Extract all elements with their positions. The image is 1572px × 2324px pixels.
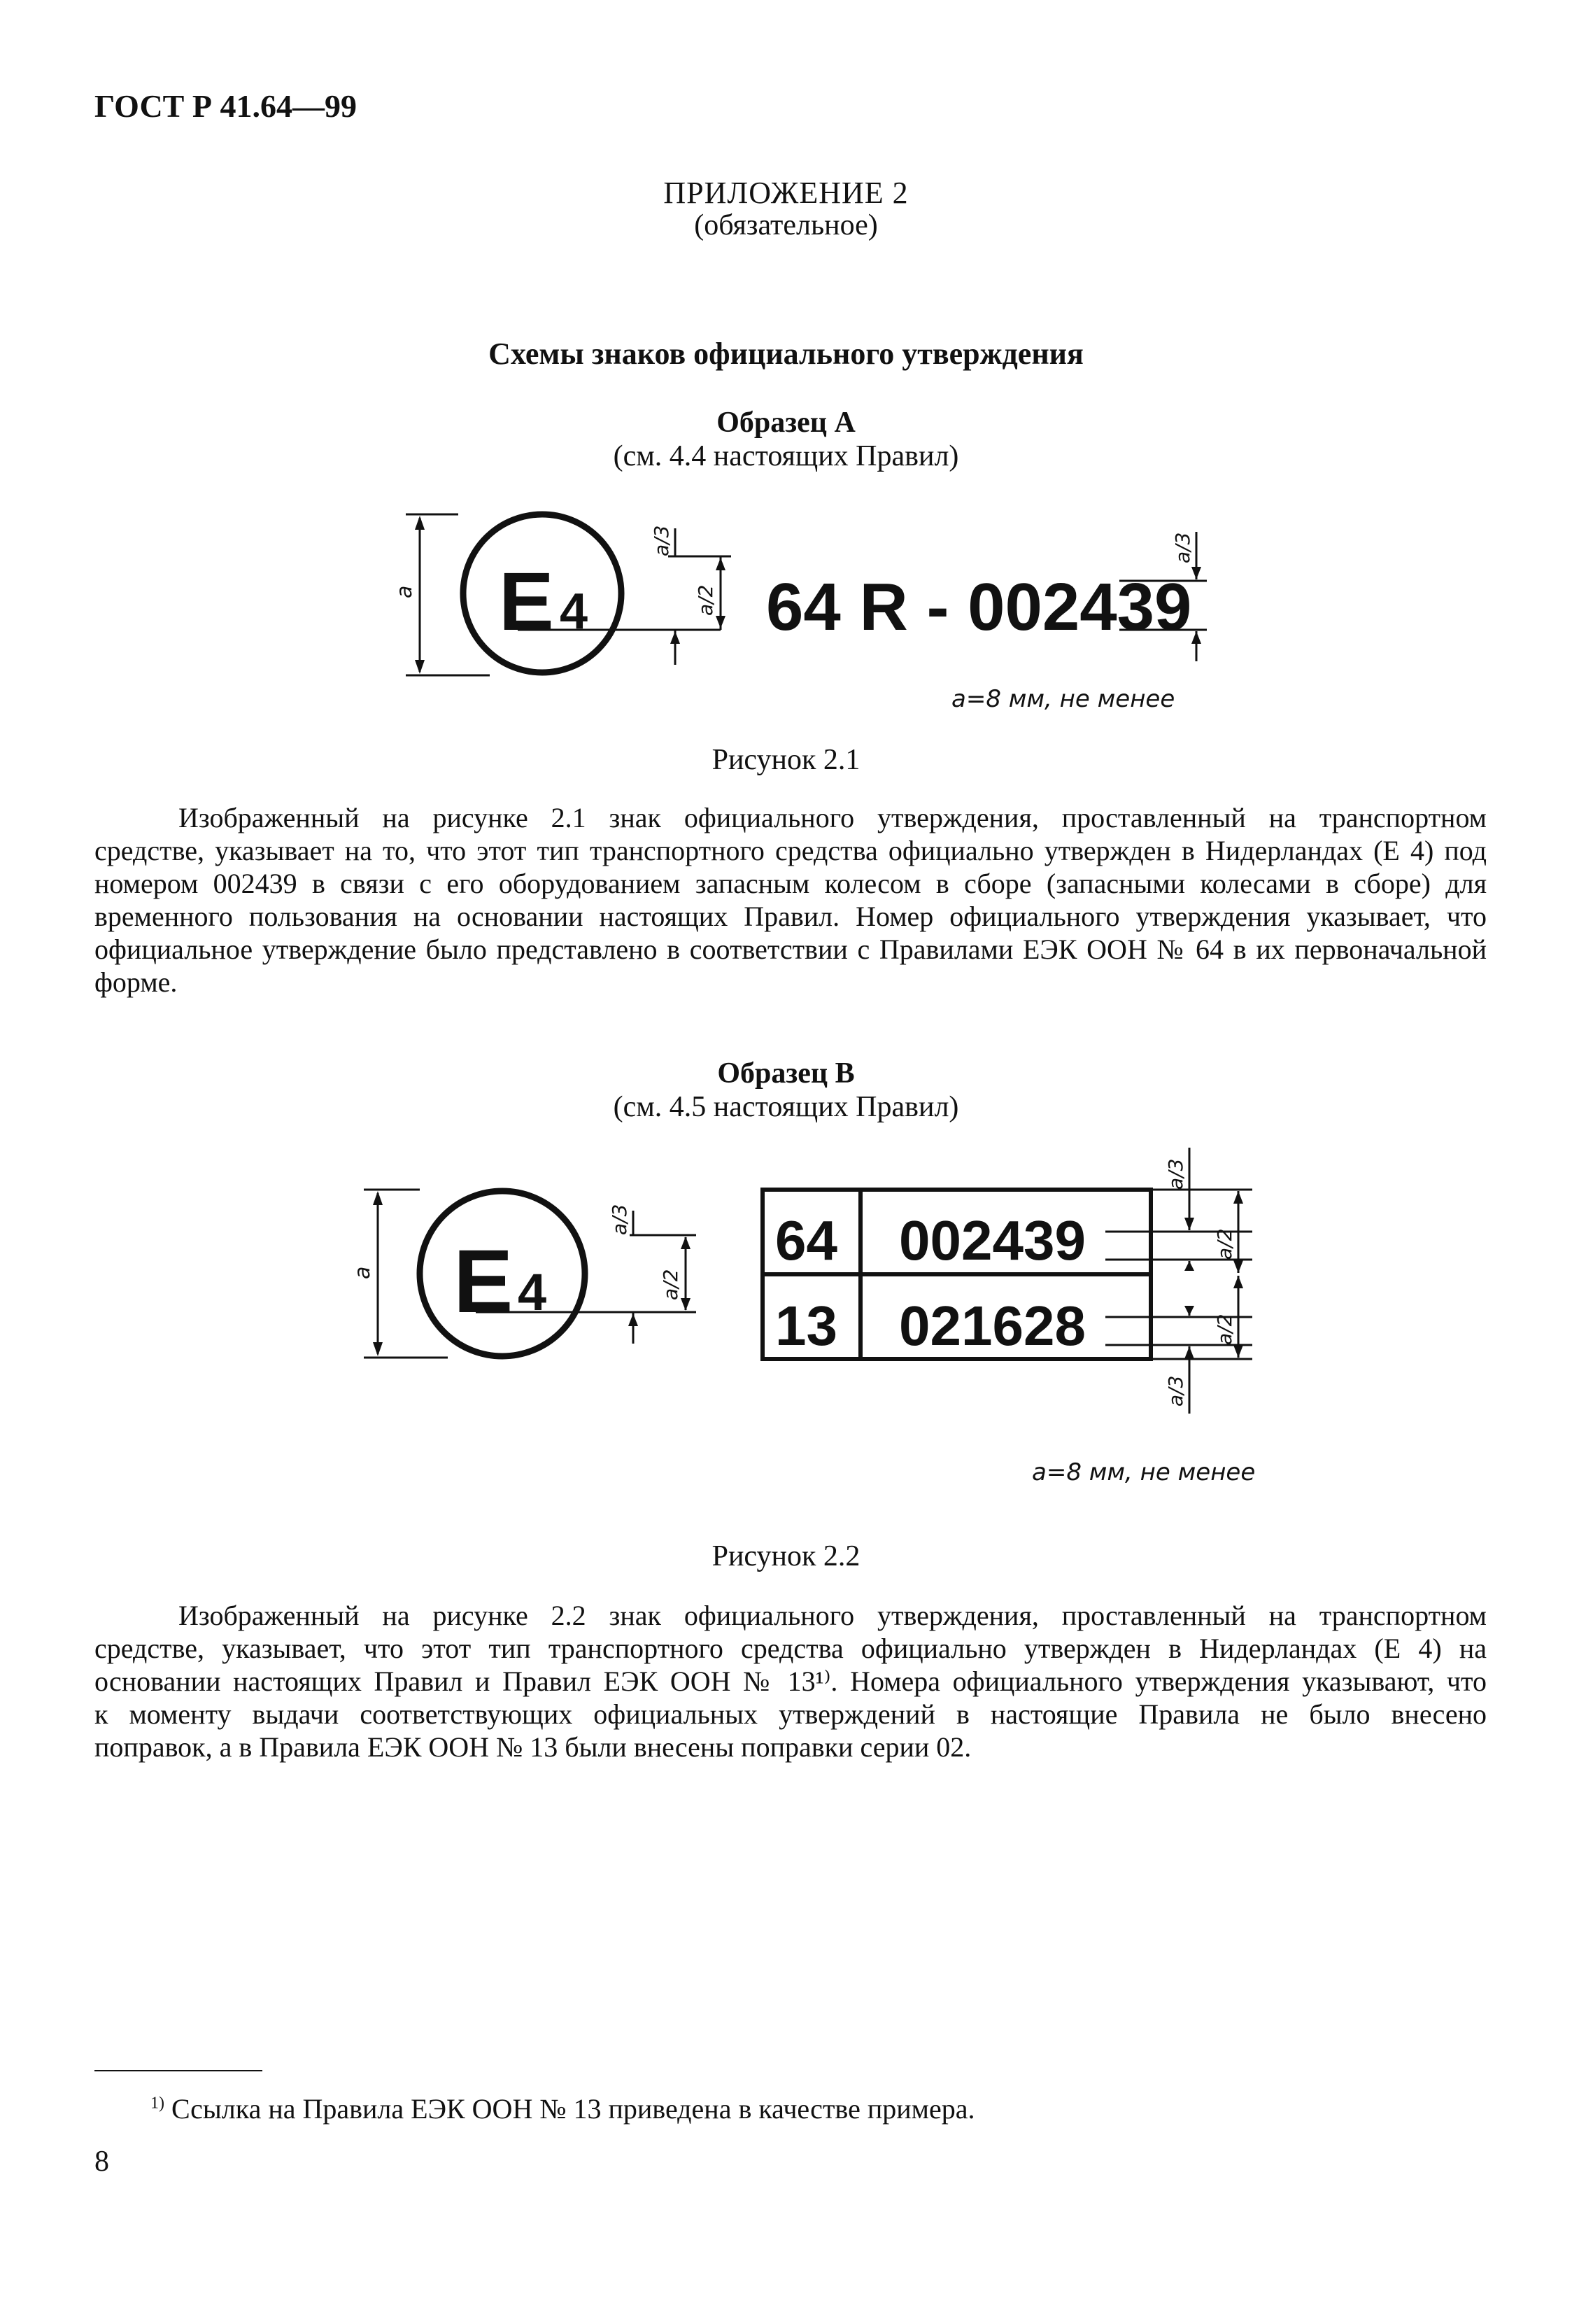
page-number: 8 xyxy=(94,2146,109,2178)
footnote-rule xyxy=(94,2070,262,2071)
t-a2-arrow-2 xyxy=(1233,1260,1243,1273)
para1-line: форме. xyxy=(94,966,178,998)
appendix-title: ПРИЛОЖЕНИЕ 2 xyxy=(663,176,909,210)
b-dim-a-arrow-down xyxy=(373,1342,383,1356)
dim-label-a2: a/2 xyxy=(694,584,717,616)
para1-line: средстве, указывает на то, что этот тип транспортного средства официально утвержден в Нидерландах (Е 4) под xyxy=(94,835,1487,866)
b-dim-a-arrow-up xyxy=(373,1191,383,1205)
dim-a2-arrow-down xyxy=(716,616,725,628)
sample-b-title: Образец В xyxy=(717,1057,855,1090)
table-row1-num: 002439 xyxy=(899,1209,1086,1272)
table-row1-reg: 64 xyxy=(775,1209,837,1272)
dim-a3-arrow xyxy=(670,631,680,644)
para1-line: номером 002439 в связи с его оборудованием запасным колесом в сборе (запасными колесами в сборе) для xyxy=(94,868,1487,899)
num-arrow-bottom xyxy=(1191,631,1201,644)
document-code: ГОСТ Р 41.64—99 xyxy=(94,88,357,124)
para2-line: к моменту выдачи соответствующих официальных утверждений в настоящие Правила не было внесено xyxy=(94,1698,1487,1730)
dim-a-arrow-up xyxy=(415,516,425,530)
dim-label-a3: a/3 xyxy=(650,525,673,556)
b-a3-arrow xyxy=(628,1314,638,1326)
approval-number-a: 64 R - 002439 xyxy=(766,570,1192,645)
table-row2-reg: 13 xyxy=(775,1295,837,1357)
para2-line: поправок, а в Правила ЕЭК ООН № 13 были внесены поправки серии 02. xyxy=(94,1731,972,1763)
footnote-marker: 1) xyxy=(150,2094,164,2113)
dim-label-a3-right: a/3 xyxy=(1171,532,1194,563)
sample-b-note: a=8 мм, не менее xyxy=(1032,1458,1256,1486)
t-dim-label-a3-bottom: a/3 xyxy=(1164,1375,1187,1407)
figure-2-1-caption: Рисунок 2.1 xyxy=(711,744,861,776)
t-a2-arrow-1 xyxy=(1233,1191,1243,1204)
t-dim-label-a2-1: a/2 xyxy=(1213,1228,1236,1260)
sample-a-title: Образец А xyxy=(716,407,856,439)
sample-b-ref: (см. 4.5 настоящих Правил) xyxy=(613,1091,959,1123)
t-a3-arrow-bottom xyxy=(1184,1346,1194,1359)
dim-a2-arrow-up xyxy=(716,558,725,570)
table-row2-num: 021628 xyxy=(899,1295,1086,1357)
num-arrow-top xyxy=(1191,567,1201,579)
mark-country-b: 4 xyxy=(518,1263,547,1321)
footnote xyxy=(150,2092,975,2125)
b-dim-label-a: a xyxy=(350,1266,375,1279)
sample-a-note: a=8 мм, не менее xyxy=(951,685,1175,713)
t-dim-label-a3-top: a/3 xyxy=(1164,1158,1187,1190)
b-dim-label-a3: a/3 xyxy=(608,1204,631,1235)
sample-a-ref: (см. 4.4 настоящих Правил) xyxy=(613,440,959,472)
t-dim-label-a2-2: a/2 xyxy=(1213,1314,1236,1345)
section-title: Схемы знаков официального утверждения xyxy=(488,337,1084,371)
para1-line: временного пользования на основании настоящих Правил. Номер официального утверждения указывает, что xyxy=(94,901,1487,932)
figure-2-1 xyxy=(0,0,1572,770)
t-r2-arrow xyxy=(1184,1306,1194,1316)
t-a3-arrow-top xyxy=(1184,1218,1194,1230)
para2-line: средстве, указывает, что этот тип транспортного средства официально утвержден в Нидерландах (Е 4) на xyxy=(94,1633,1487,1664)
b-a2-arrow-down xyxy=(681,1298,691,1311)
b-dim-label-a2: a/2 xyxy=(659,1269,682,1300)
para2-line: основании настоящих Правил и Правил ЕЭК ООН № 13¹⁾. Номера официального утверждения указывают, что xyxy=(94,1665,1487,1697)
dim-label-a: a xyxy=(392,585,417,598)
figure-2-2 xyxy=(0,1120,1572,1540)
footnote-text: Ссылка на Правила ЕЭК ООН № 13 приведена в качестве примера. xyxy=(171,2093,975,2125)
appendix-subtitle: (обязательное) xyxy=(694,209,878,241)
paragraph-2 xyxy=(94,1599,1487,1763)
t-r1-arrow xyxy=(1184,1261,1194,1271)
mark-country-a: 4 xyxy=(560,584,588,640)
figure-2-2-caption: Рисунок 2.2 xyxy=(711,1540,861,1572)
para1-line: Изображенный на рисунке 2.1 знак официального утверждения, проставленный на транспортном xyxy=(178,802,1487,833)
b-a2-arrow-up xyxy=(681,1237,691,1249)
paragraph-1 xyxy=(94,801,1487,999)
t-a2-arrow-3 xyxy=(1233,1276,1243,1288)
dim-a-arrow-down xyxy=(415,660,425,674)
mark-letter-a: E xyxy=(499,556,554,648)
para2-line: Изображенный на рисунке 2.2 знак официального утверждения, проставленный на транспортном xyxy=(178,1600,1487,1631)
para1-line: официальное утверждение было представлено в соответствии с Правилами ЕЭК ООН № 64 в их первоначальной xyxy=(94,934,1487,965)
mark-letter-b: E xyxy=(453,1232,514,1332)
t-a2-arrow-4 xyxy=(1233,1345,1243,1358)
